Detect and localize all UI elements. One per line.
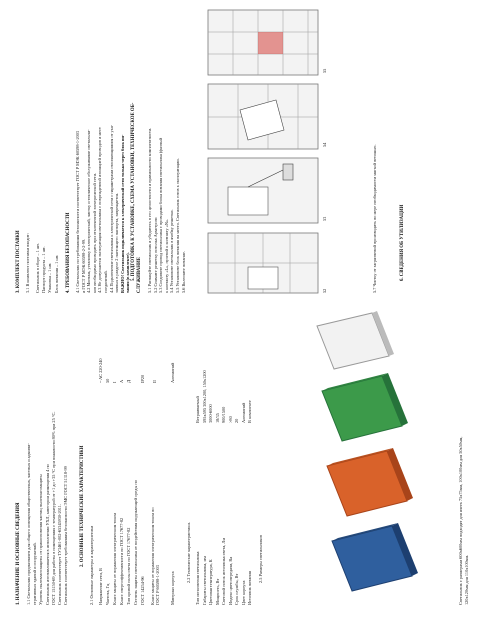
class-note-value: II — [152, 380, 157, 383]
spec-value: I — [112, 381, 117, 383]
spec-key: Тип исполнения светильника — [195, 551, 200, 605]
s4-line: занных в разделе 2 настоящего паспорта, запрещается. — [114, 192, 120, 293]
class-note-2: ГОСТ Р 60598-1-2003 — [155, 565, 160, 605]
spec-key: Световой поток источника света, Лм — [221, 537, 226, 605]
panel-orange-image — [327, 448, 413, 516]
s4-line: ВАЖНО! Светильник подключается к электрической сети только через блок пи- — [119, 134, 125, 293]
section-5-title-cont: СЛУЖИВАНИЕ — [137, 257, 142, 293]
spec-value: 3000-6000 — [208, 404, 213, 423]
delivery-item: Упаковка – 1 шт. — [47, 262, 53, 293]
spec-value: Алюминий — [240, 402, 246, 423]
section-3-subtitle: 3.1 В комплект поставки входит: — [25, 233, 30, 293]
s5-line: 5.1 Распакуйте светильник и убедитесь в его целостности и правильности комплектности. — [147, 127, 152, 293]
delivery-item: Блок питания – 1 шт. — [53, 254, 59, 293]
s4-line: 4.4 Подключение светильника к электрической сети с параметрами отличающимися от ука- — [108, 124, 114, 293]
section-2-title: 2. ОСНОВНЫЕ ТЕХНИЧЕСКИЕ ХАРАКТЕРИСТИКИ — [80, 445, 85, 567]
s4-line: и ГОСТ Р МЭК 60598-2-2-99. — [80, 238, 86, 293]
spec-key: Габариты светильника, мм — [201, 556, 207, 605]
spec-value: 18/35 — [214, 413, 220, 423]
spec-key: Степень защиты светильника от воздействия окружающей среды по — [133, 480, 138, 605]
s4-line: соединений. — [103, 270, 108, 293]
s4-line: 4.3 Не допускается эксплуатация светильника с поврежденной изоляцией проводов и мест — [97, 127, 103, 293]
spec-value: IP20 — [140, 374, 145, 383]
s1-line: Светильник соответствует требованиям безопасности ЭМС ГОСТ 51318-99 — [63, 466, 69, 605]
panel-blue-image — [332, 523, 418, 591]
section-5-7-text: 5.7 Чистку от загрязнений производить по мере необходимости мягкой ветошью. — [372, 144, 377, 293]
step-label: 53 — [322, 216, 327, 221]
spec-value: Встраиваемый — [195, 396, 200, 423]
spec-key: Индекс цветопередачи, Ra — [227, 556, 233, 605]
s4-line: ков необходимо проводить при отключенной электрической сети. — [91, 172, 97, 293]
spec-value: A — [119, 379, 124, 383]
spec-key: Класс защиты от поражения электрическим током — [112, 513, 117, 605]
diagram-insert-panel — [208, 84, 318, 149]
footer-line-1: Светильник с размерами 600х600мм подходят для ячеек 75х75мм, 100х100мм для 50х50мм, — [458, 436, 463, 605]
step-label: 52 — [322, 288, 327, 293]
spec-value: Д — [126, 380, 131, 383]
diagram-ceiling-grid — [208, 233, 318, 293]
spec-key: Напряжение сети, В — [98, 568, 103, 605]
panel-white-image — [317, 311, 394, 369]
s5-line: 5.6 Включите питание. — [180, 251, 186, 293]
s1-line: стративных зданий и сооружений. — [32, 542, 38, 605]
s1-line: Светильник изготавливается в исполнении УХЛ, категории размещения 4 по — [44, 464, 50, 605]
spec-key: ГОСТ 14254-96 — [140, 576, 145, 605]
section-5-title: 5. ПОДГОТОВКА К УСТАНОВКЕ, СХЕМА УСТАНОВКИ, ТЕХНИЧЕСКОЕ ОБ- — [131, 102, 136, 281]
spec-key: Цветовая температура, К — [208, 559, 213, 605]
spec-key: Частота, Гц — [105, 583, 110, 605]
section-2-1-subtitle: 2.1 Основные параметры и характеристики — [89, 525, 94, 605]
spec-value: >80 — [227, 416, 233, 423]
left-page — [0, 311, 481, 623]
s1-line: ГОСТ 15150-69 для работы в помещениях с температурой от +1 до +35 °С при влажности 80% при 25 °С. — [50, 411, 56, 605]
s5-line: 5.3 Соедините провод светильника с проводами блока питания светильника (фазный — [158, 137, 164, 293]
step-label: 54 — [322, 142, 327, 147]
panel-green-image — [322, 373, 408, 441]
section-4-title: 4. ТРЕБОВАНИЯ БЕЗОПАСНОСТИ — [66, 212, 71, 293]
s5-line: 5.4 Установите светильник в ячейку решетки. — [169, 209, 175, 293]
luminaire-illustrations — [272, 311, 452, 601]
spec-key: Цвет корпуса — [240, 580, 246, 605]
step-label: 55 — [322, 68, 327, 73]
spec-value: В комплекте — [247, 400, 252, 423]
spec-value: 900/1500 — [221, 406, 226, 423]
delivery-item: Светильник в сборе – 1 шт. — [35, 243, 40, 293]
footer-line-2: 120х120мм для 110х100мм. — [464, 554, 469, 605]
s4-line: 4.2 Монтаж, установку и электрический, чистку и техническое обслуживание светильни- — [86, 129, 92, 293]
spec-value: 50 — [105, 378, 110, 383]
right-page — [0, 0, 481, 311]
material-key: Материал корпуса — [170, 571, 175, 605]
spec-key: Класс энергоэффективности по ГОСТ 17677-82 — [119, 517, 124, 605]
s5-line: к контакту «L», нулевой к контакту «N». — [163, 218, 169, 293]
spec-key: Срок службы, Вт — [234, 573, 239, 605]
spec-value: 20 — [234, 418, 239, 423]
s1-line: 1.1 Светильник предназначен для общего освещения общественных, частных и админи- — [26, 443, 31, 605]
spec-key: Мощность, Вт — [214, 578, 220, 605]
s1-line: Светильник соответствует ТУ3461-002-65345930-2011. — [57, 504, 62, 605]
s5-line: 5.2 Снимите решетку потолка Армстронг. — [152, 216, 158, 293]
spec-key: Источник питания — [247, 571, 252, 605]
diagram-installed-panel — [208, 10, 318, 75]
class-note-1: Класс защиты от поражения электрическим током по — [150, 507, 155, 605]
spec-value: ~ AC 220-240 — [98, 358, 103, 383]
installation-diagrams — [188, 5, 358, 295]
s1-line: Уровень пылевлагозащиты от прикосновения частиц пылевлагозащиты — [38, 474, 44, 605]
s4-line: 4.1 Светильник по требованиям безопасности соответствует ГОСТ Р МЭК 60598-1-2003 — [75, 130, 80, 293]
section-3-title: 3. КОМПЛЕКТ ПОСТАВКИ — [16, 230, 21, 293]
section-2-2-subtitle: 2.2 Технические характеристики. — [186, 522, 191, 583]
section-6-title: 6. СВЕДЕНИЯ ОБ УТИЛИЗАЦИИ — [400, 204, 405, 281]
s4-line: тания (в комплекте). — [125, 252, 131, 293]
spec-key: Тип кривой силы света по ГОСТ 17677-82 — [126, 527, 131, 605]
section-2-5-subtitle: 2.5 Размеры светильников — [258, 535, 263, 583]
spec-value: 595х595 300х1200, 150х1200 — [201, 370, 207, 423]
diagram-wiring — [208, 158, 318, 223]
delivery-item: Паспорт продукта – 1 шт. — [41, 246, 47, 293]
section-1-title: 1. НАЗНАЧЕНИЕ И ОСНОВНЫЕ СВЕДЕНИЯ — [16, 502, 21, 605]
s5-line: 5.5 Установите блок питания на место. Светильник готов к эксплуатации. — [175, 158, 180, 293]
material-value: Алюминий — [170, 362, 175, 383]
